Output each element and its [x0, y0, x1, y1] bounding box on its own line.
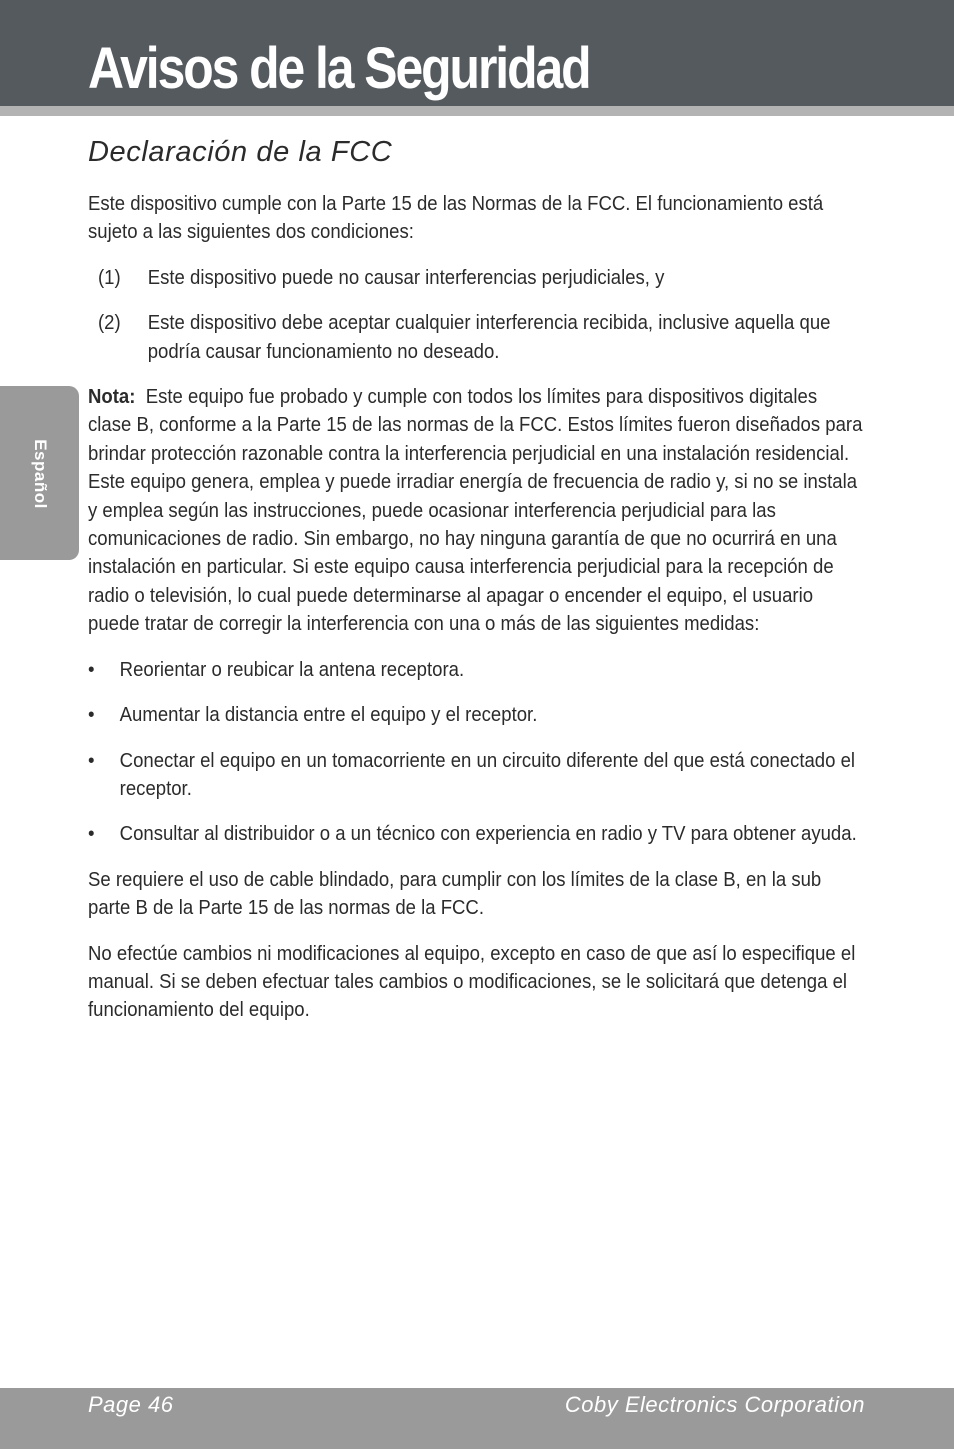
measure-text: Consultar al distribuidor o a un técnico con experiencia en radio y TV para obtener ayuda. [119, 822, 857, 846]
condition-item [88, 309, 864, 366]
header-divider [0, 106, 954, 116]
condition-text: Este dispositivo debe aceptar cualquier interferencia recibida, inclusive aquella que podría causar funcionamiento no deseado. [147, 311, 831, 363]
company-name: Coby Electronics Corporation [564, 1392, 865, 1417]
page-title: Avisos de la Seguridad [88, 36, 590, 101]
intro-paragraph: Este dispositivo cumple con la Parte 15 de las Normas de la FCC. El funcionamiento está sujeto a las siguientes dos condiciones: [88, 192, 824, 244]
measure-item [88, 656, 864, 684]
bullet-icon: • [88, 657, 95, 681]
bullet-icon: • [88, 703, 95, 727]
section-body [88, 190, 864, 1042]
note-label: Nota: [88, 385, 136, 409]
note-text: Este equipo fue probado y cumple con todos los límites para dispositivos digitales clase B, conforme a la Parte 15 de las normas de la FCC. Estos límites fueron diseñados para brindar protección razonable contra la interferencia perjudicial en una instalación residencial. Este equipo genera, emplea y puede irradiar energía de frecuencia de radio y, si no se instala y emplea según las instrucciones, puede ocasionar interferencia perjudicial para las comunicaciones de radio. Sin embargo, no hay ninguna garantía de que no ocurrirá en una instalación en particular. Si este equipo causa interferencia perjudicial para la recepción de radio o televisión, lo cual puede determinarse al apagar o encender el equipo, el usuario puede tratar de corregir la interferencia con una o más de las siguientes medidas: [88, 385, 863, 636]
note-paragraph [88, 383, 864, 639]
conditions-list [88, 264, 864, 366]
page-number: Page 46 [88, 1392, 174, 1417]
bullet-icon: • [88, 822, 95, 846]
section-title: Declaración de la FCC [88, 136, 393, 168]
measure-text: Aumentar la distancia entre el equipo y el receptor. [119, 703, 538, 727]
measures-list [88, 656, 864, 849]
condition-text: Este dispositivo puede no causar interferencias perjudiciales, y [147, 265, 665, 289]
main-content [88, 132, 868, 1042]
measure-text: Conectar el equipo en un tomacorriente en un circuito diferente del que está conectado el receptor. [119, 748, 856, 800]
condition-number: (1) [97, 265, 121, 289]
changes-paragraph: No efectúe cambios ni modificaciones al equipo, excepto en caso de que así lo especifique el manual. Si se deben efectuar tales cambios o modificaciones, se le solicitará que detenga el funcionamiento del equipo. [88, 941, 856, 1022]
language-tab-label: Español [31, 439, 50, 509]
cable-paragraph: Se requiere el uso de cable blindado, para cumplir con los límites de la clase B, en la sub parte B de la Parte 15 de las normas de la FCC. [88, 867, 822, 920]
measure-item [88, 747, 864, 804]
bullet-icon: • [88, 748, 95, 772]
condition-item [88, 264, 864, 292]
measure-text: Reorientar o reubicar la antena receptora. [119, 657, 465, 681]
condition-number: (2) [97, 311, 121, 335]
measure-item [88, 820, 864, 848]
measure-item [88, 701, 864, 729]
